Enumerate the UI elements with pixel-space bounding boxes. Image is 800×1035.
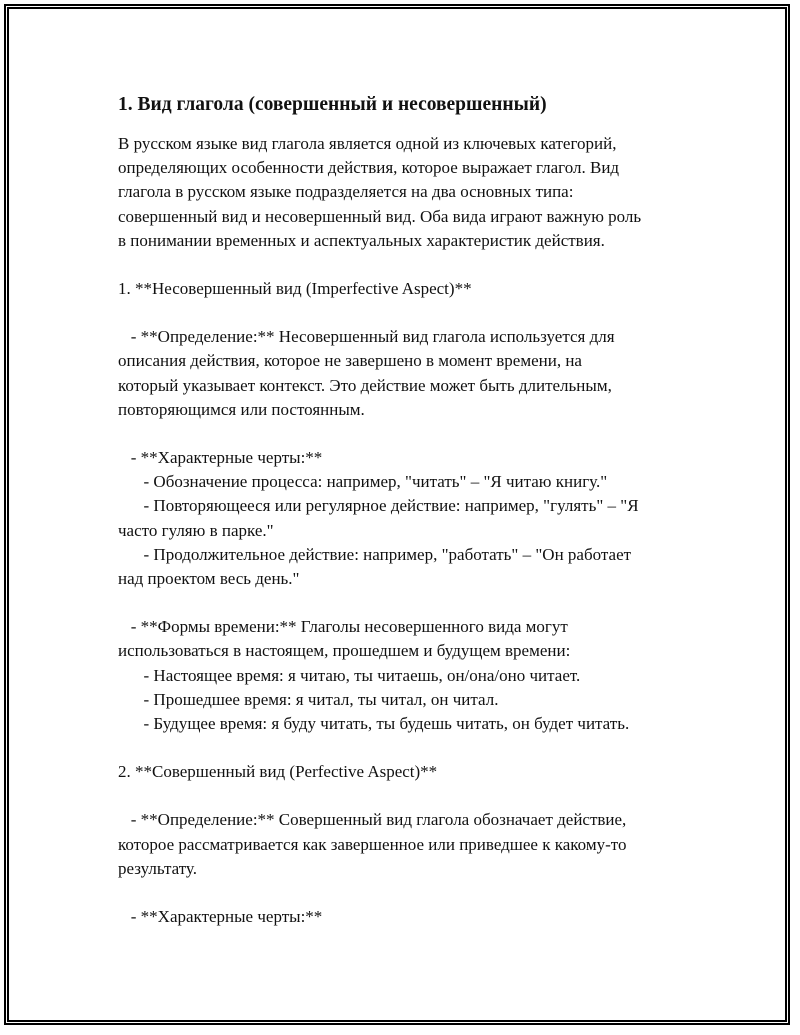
perfective-title: 2. **Совершенный вид (Perfective Aspect)** <box>118 762 438 782</box>
intro-paragraph: В русском языке вид глагола является одной из ключевых категорий, определяющих особенности действия, которое выражает глагол. Вид глагола в русском языке подразделяется на два основных типа: совершенный вид и несовершенный вид. Оба вида играют важную роль в понимании временных и аспектуальных характеристик действия. <box>118 134 642 250</box>
imperfective-tenses: - **Формы времени:** Глаголы несовершенного вида могут использоваться в настоящем, прошедшем и будущем времени: - Настоящее время: я читаю, ты читаешь, он/она/оно читает. - Прошедшее время: я читал, ты читал, он читал. - Будущее время: я буду читать, ты будешь читать, он будет читать. <box>118 617 630 734</box>
document-body <box>118 92 698 929</box>
imperfective-definition: - **Определение:** Несовершенный вид глагола используется для описания действия, которое не завершено в момент времени, на который указывает контекст. Это действие может быть длительным, повторяющимся или постоянным. <box>118 327 615 419</box>
perfective-definition: - **Определение:** Совершенный вид глагола обозначает действие, которое рассматривается как завершенное или приведшее к какому-то результату. <box>118 810 627 878</box>
imperfective-title: 1. **Несовершенный вид (Imperfective Aspect)** <box>118 279 472 299</box>
section-heading: 1. Вид глагола (совершенный и несовершенный) <box>118 94 547 115</box>
perfective-features: - **Характерные черты:** <box>118 907 323 927</box>
imperfective-features: - **Характерные черты:** - Обозначение процесса: например, "читать" – "Я читаю книгу." - Повторяющееся или регулярное действие: например, "гулять" – "Я часто гуляю в парке." - Продолжительное действие: например, "работать" – "Он работает над проектом весь день." <box>118 448 639 589</box>
